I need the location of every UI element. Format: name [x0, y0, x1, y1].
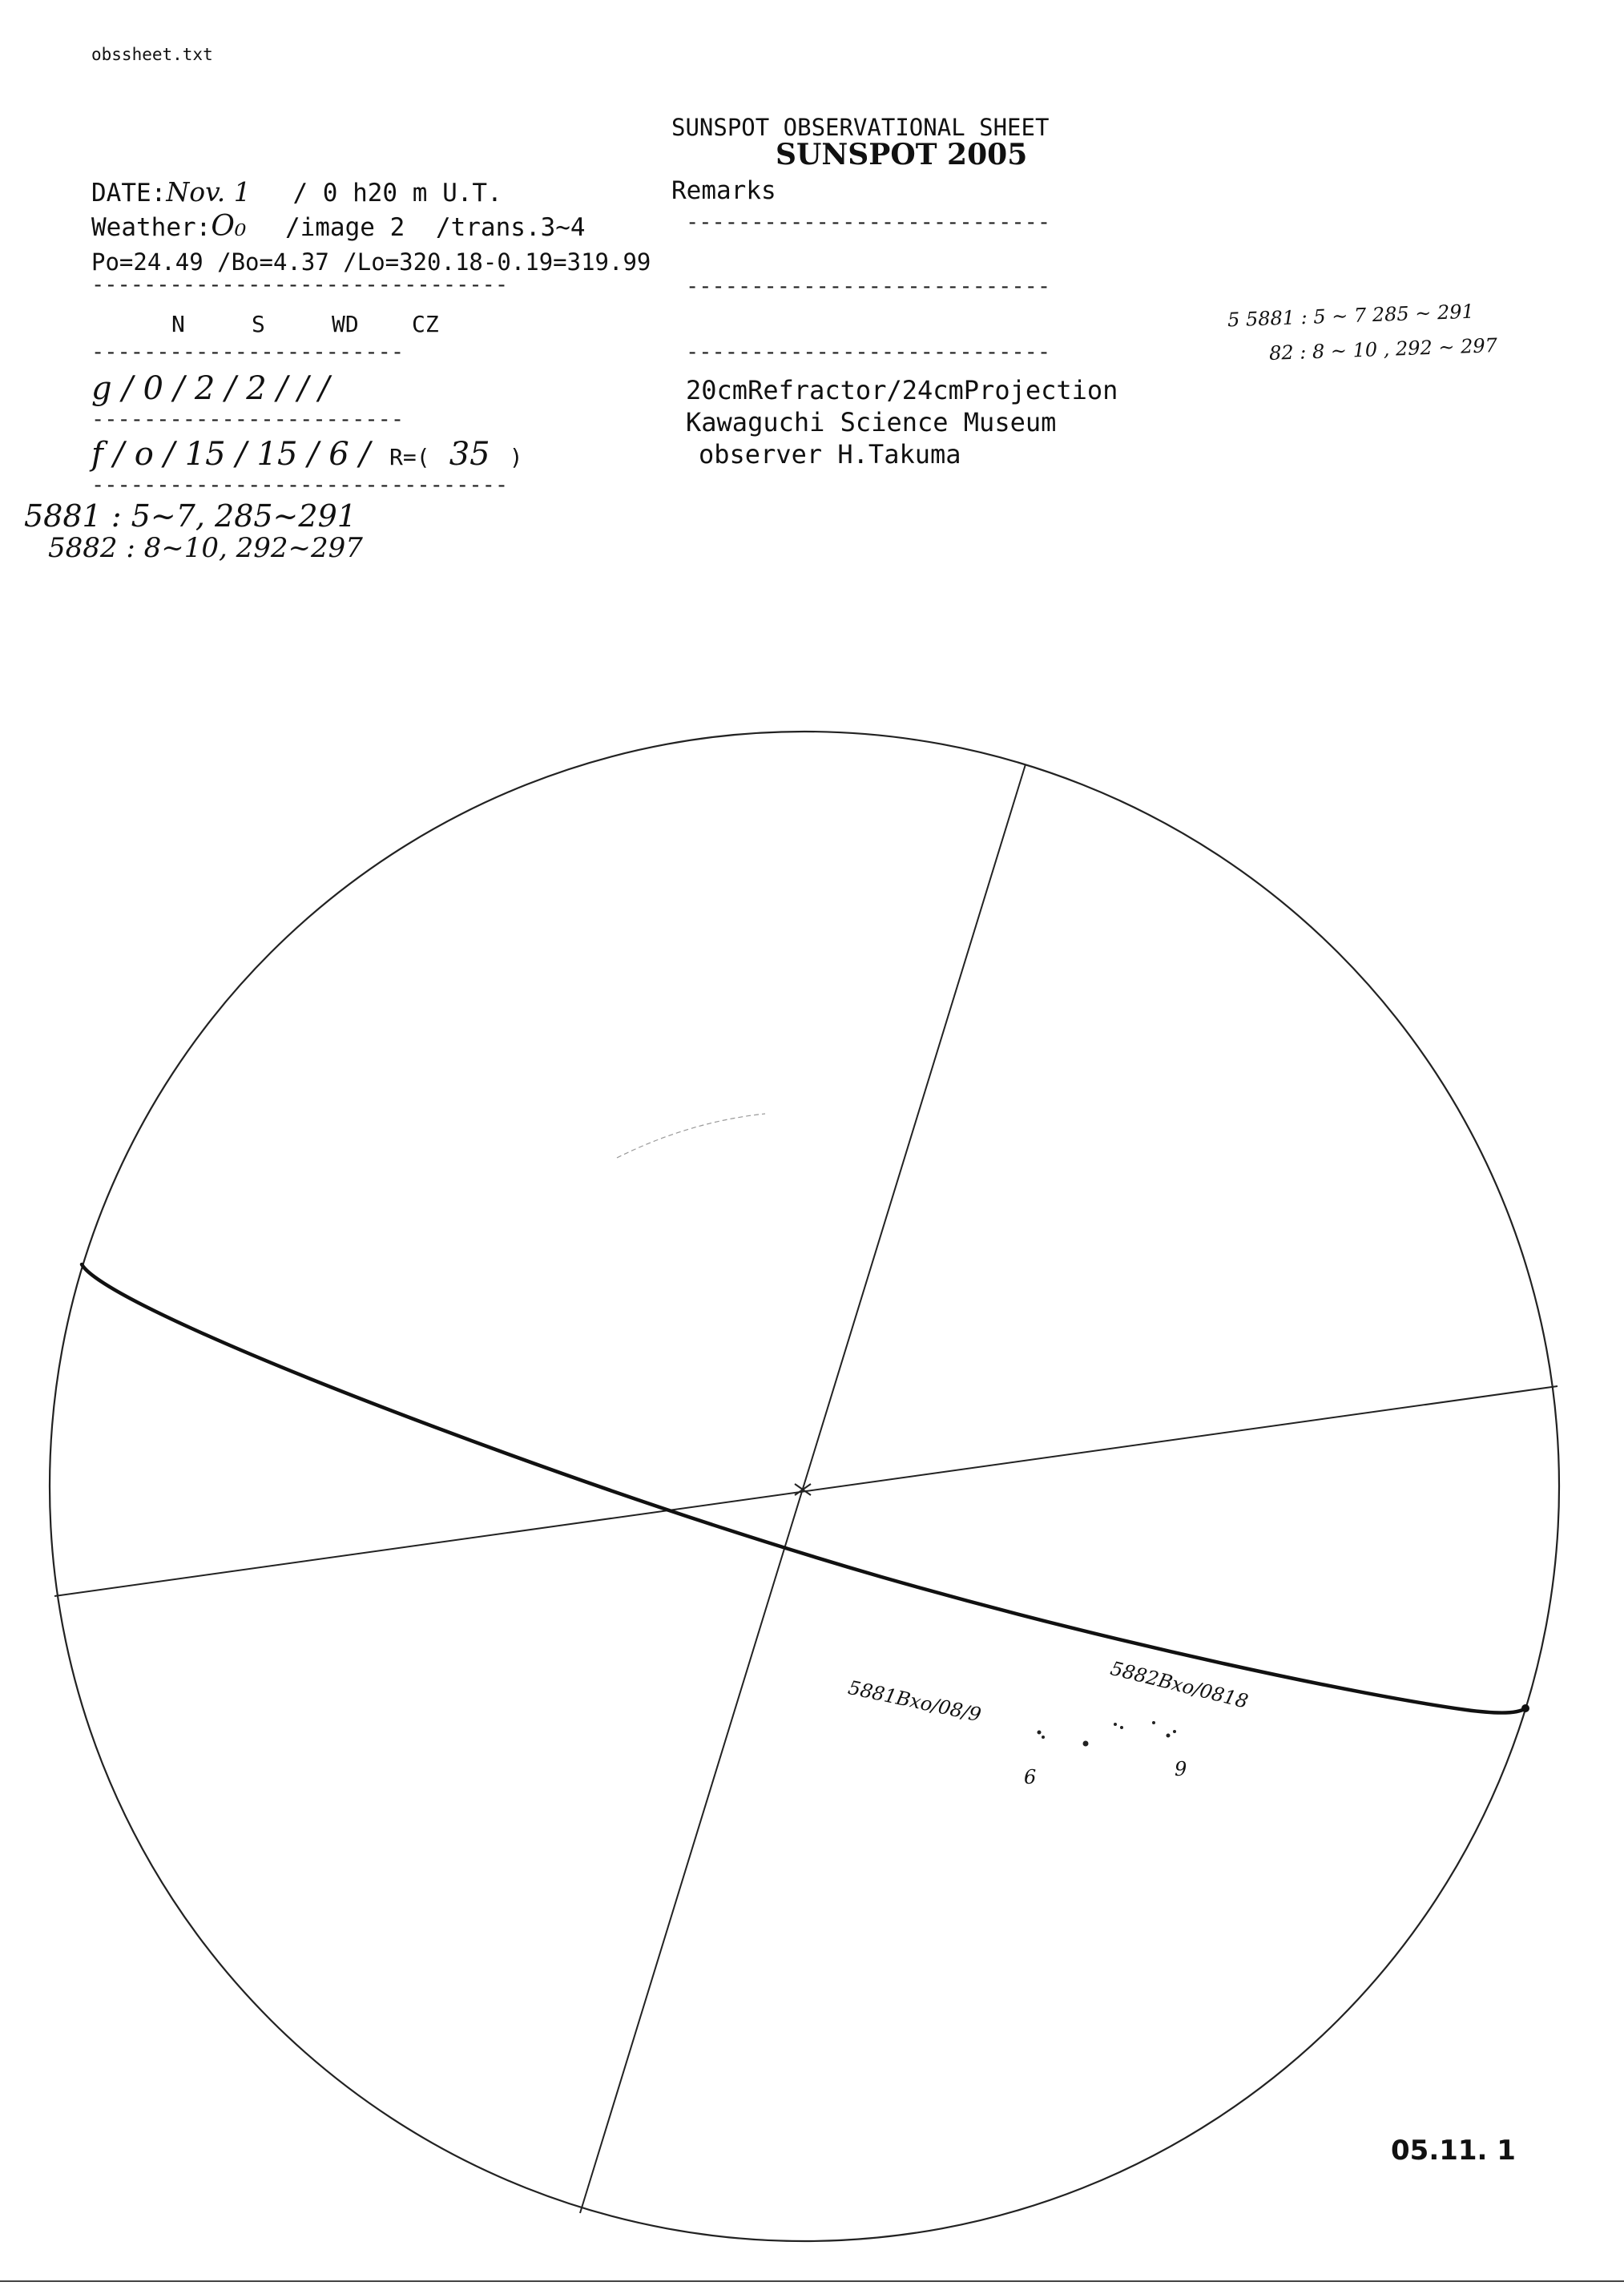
weather-value: O₀ — [211, 210, 247, 243]
date-value: Nov. 1 — [166, 176, 251, 208]
stamp-date: 05.11. 1 — [1391, 2135, 1516, 2167]
r-close: ) — [509, 444, 523, 470]
date-label: DATE: — [91, 179, 167, 208]
spot-count-1: 6 — [1024, 1766, 1037, 1788]
note-right-1: 5 5881 : 5 ~ 7 285 ~ 291 — [1227, 300, 1475, 332]
separator-4: -------------------------------- — [91, 473, 509, 498]
center-cross — [795, 1484, 811, 1495]
spot-count-2: 9 — [1175, 1758, 1187, 1780]
image-value: /image 2 — [284, 213, 405, 242]
instrument: 20cmRefractor/24cmProjection — [686, 375, 1118, 405]
remarks-line-2: ---------------------------- — [686, 274, 1051, 299]
trans-value: /trans.3~4 — [435, 213, 586, 242]
sheet-title: SUNSPOT OBSERVATIONAL SHEET — [671, 114, 1050, 141]
file-name: obssheet.txt — [91, 45, 213, 64]
f-row: f / o / 15 / 15 / 6 / — [91, 436, 370, 473]
weather-label: Weather: — [91, 213, 212, 242]
separator-3: ------------------------ — [91, 407, 405, 432]
curve-end-dot — [1521, 1704, 1529, 1712]
remarks-label: Remarks — [671, 176, 776, 205]
r-label: R=( — [389, 444, 430, 470]
observer: observer H.Takuma — [699, 439, 961, 470]
header-cz: CZ — [412, 311, 439, 337]
po-bo-lo-line: Po=24.49 /Bo=4.37 /Lo=320.18-0.19=319.99 — [91, 248, 651, 276]
note-right-2: 82 : 8 ~ 10 , 292 ~ 297 — [1268, 334, 1498, 365]
note-left-2: 5882 : 8~10, 292~297 — [48, 532, 363, 564]
group-label-5882: 5882Bxo/0818 — [1108, 1657, 1251, 1713]
sheet-subtitle: SUNSPOT 2005 — [776, 138, 1028, 171]
separator-1: -------------------------------- — [91, 272, 509, 297]
solar-disk-outline — [50, 732, 1559, 2241]
g-row: g / 0 / 2 / 2 / / / — [91, 370, 330, 407]
remarks-line-1: ---------------------------- — [686, 210, 1051, 235]
separator-2: ------------------------ — [91, 340, 405, 365]
header-n: N — [171, 311, 185, 337]
remarks-line-3: ---------------------------- — [686, 340, 1051, 365]
bottom-scan-edge — [0, 2280, 1624, 2282]
header-wd: WD — [332, 311, 359, 337]
r-value: 35 — [449, 436, 490, 473]
institution: Kawaguchi Science Museum — [686, 407, 1057, 437]
time-value: / 0 h20 m U.T. — [292, 179, 502, 208]
sunspot-group-5882 — [1114, 1721, 1176, 1738]
group-label-5881: 5881Bxo/08/9 — [846, 1676, 984, 1727]
faint-arc — [617, 1114, 765, 1158]
header-s: S — [252, 311, 265, 337]
note-left-1: 5881 : 5~7, 285~291 — [24, 498, 357, 534]
sunspot-group-5881 — [1038, 1731, 1089, 1747]
